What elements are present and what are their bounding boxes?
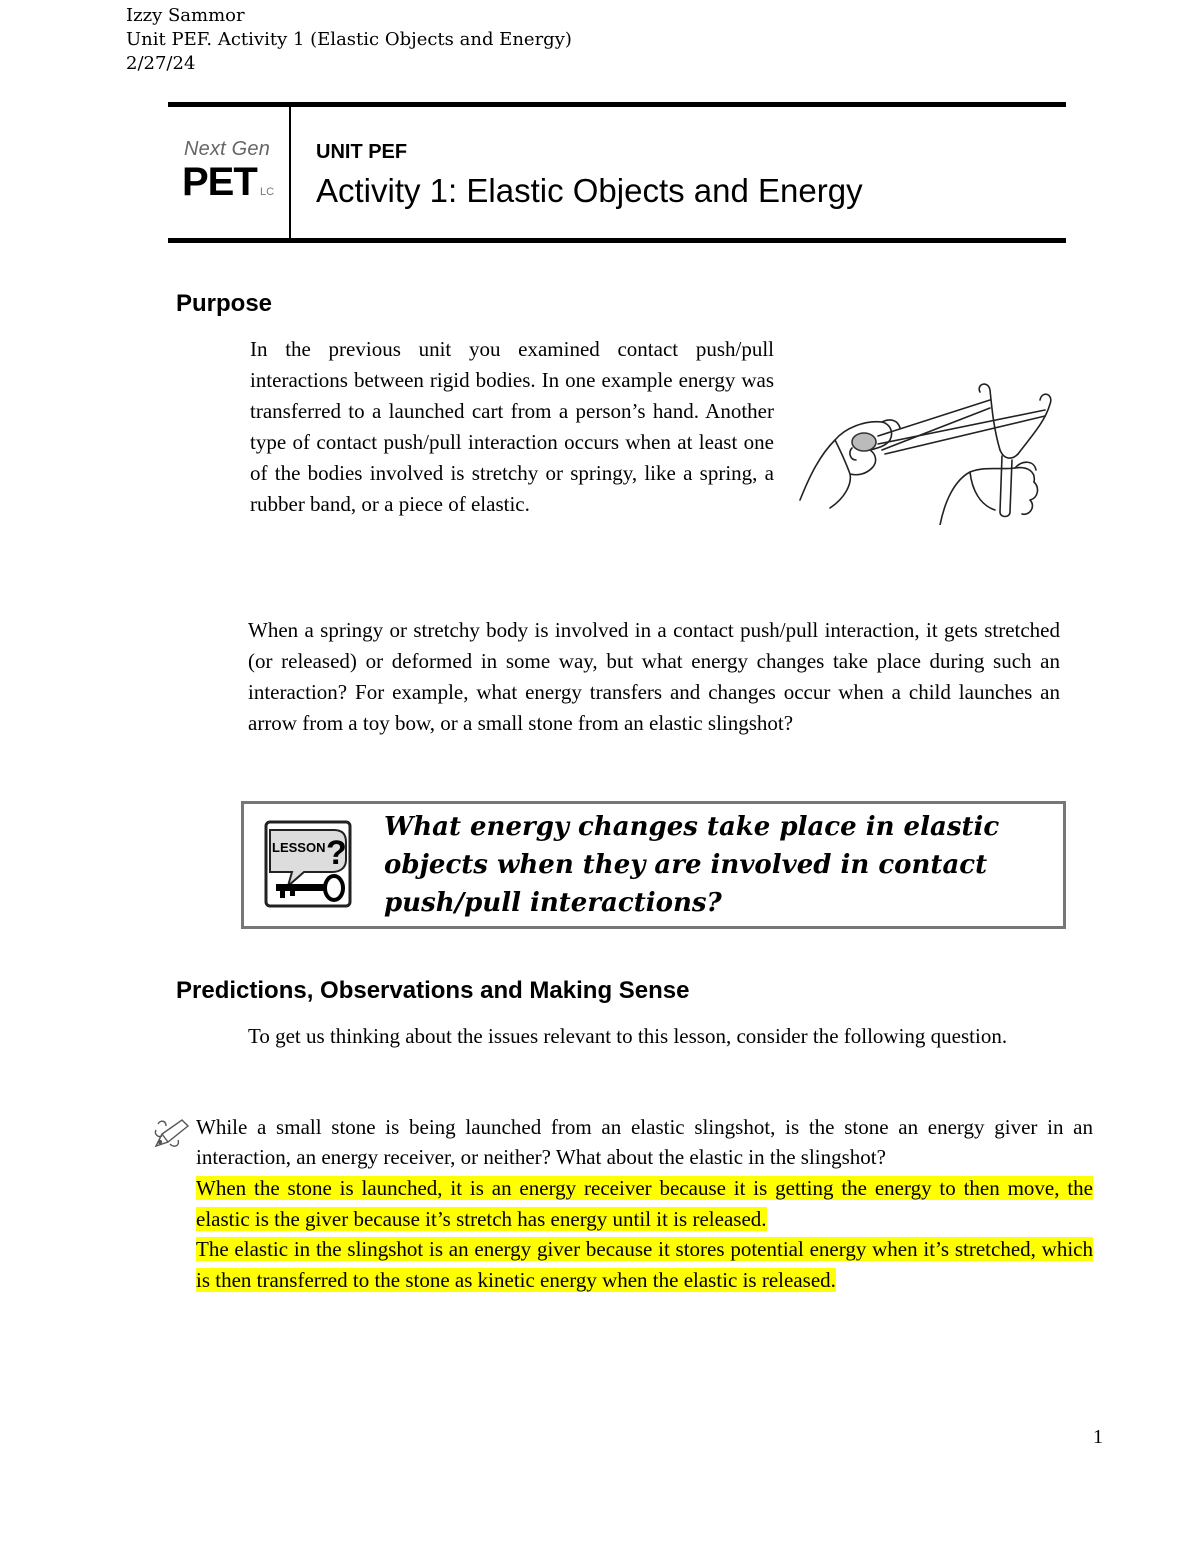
page-number: 1 [1093, 1426, 1103, 1448]
predictions-question: While a small stone is being launched from an elastic slingshot, is the stone an energy giver in an interaction, an energy receiver, or neither? What about the elastic in the slingshot? [196, 1115, 1093, 1169]
pencil-icon [152, 1116, 192, 1150]
title-divider [289, 107, 291, 238]
answer-block [196, 1173, 1093, 1295]
purpose-paragraph-2: When a springy or stretchy body is involved in a contact push/pull interaction, it gets stretched (or released) or deformed in some way, but what energy changes take place during such an interaction? For example, what energy transfers and changes occur when a child launches an arrow from a toy bow, or a small stone from an elastic slingshot? [248, 618, 1060, 735]
course-line: Unit PEF. Activity 1 (Elastic Objects and Energy) [126, 29, 572, 50]
date: 2/27/24 [126, 53, 196, 74]
activity-title: Activity 1: Elastic Objects and Energy [316, 172, 863, 209]
purpose-heading: Purpose [176, 290, 273, 317]
lesson-question-text: What energy changes take place in elastic objects when they are involved in contact push/pull interactions? [384, 812, 1000, 918]
title-rule-bottom [168, 238, 1066, 243]
unit-label: UNIT PEF [316, 141, 408, 163]
purpose-paragraph-1: In the previous unit you examined contact push/pull interactions between rigid bodies. In one example energy was transferred to a launched cart from a person’s hand. Another type of contact push/pull interaction occurs when at least one of the bodies involved is stretchy or springy, like a spring, a rubber band, or a piece of elastic. [250, 337, 774, 516]
logo-nextgen: Next Gen [184, 138, 271, 160]
logo-lc: LC [260, 186, 275, 198]
logo-pet: PET [182, 160, 257, 204]
author-name: Izzy Sammor [126, 5, 245, 26]
predictions-intro: To get us thinking about the issues relevant to this lesson, consider the following question. [248, 1024, 1008, 1048]
question-mark-glyph: ? [326, 834, 347, 872]
lesson-icon-label: LESSON [272, 840, 326, 855]
answer-1: When the stone is launched, it is an energy receiver because it is getting the energy to then move, the elastic is the giver because it’s stretch has energy until it is released. [196, 1176, 1093, 1231]
lesson-key-icon [264, 820, 352, 910]
answer-2: The elastic in the slingshot is an energy giver because it stores potential energy when it’s stretched, which is then transferred to the stone as kinetic energy when the elastic is released. [196, 1237, 1093, 1292]
predictions-heading: Predictions, Observations and Making Sense [176, 977, 690, 1004]
title-rule-top [168, 102, 1066, 107]
slingshot-illustration [790, 380, 1060, 525]
